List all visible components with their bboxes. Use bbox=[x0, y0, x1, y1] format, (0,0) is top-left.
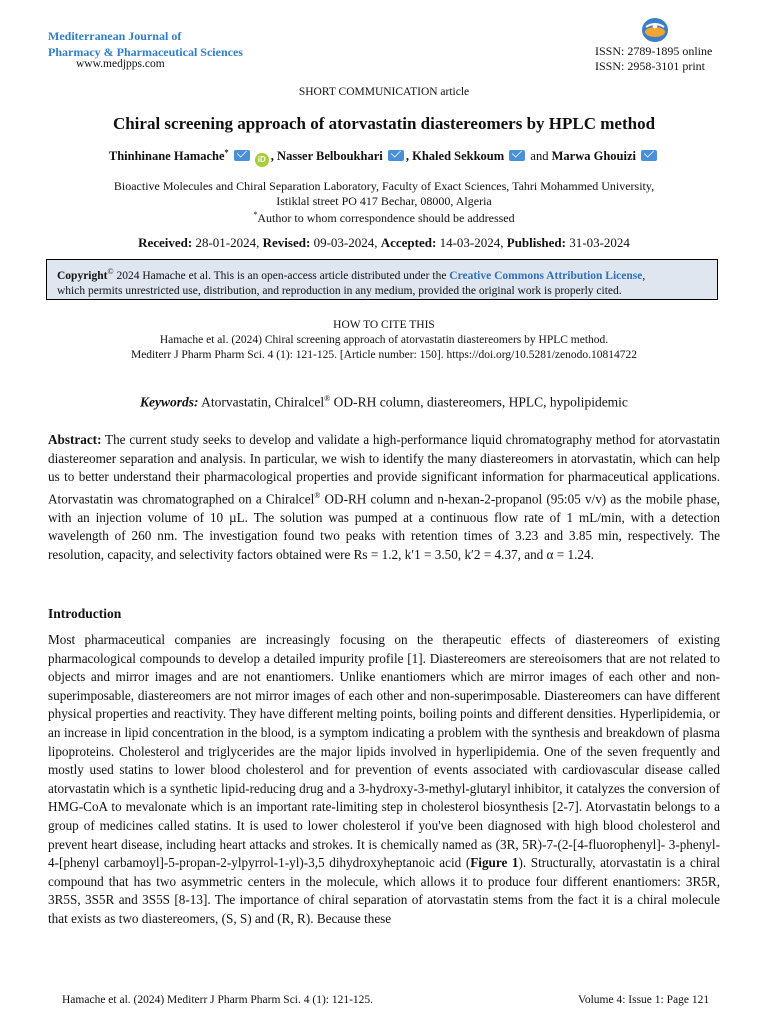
section-heading: Introduction bbox=[48, 606, 122, 621]
abstract: Abstract: The current study seeks to develop and validate a high-performance liquid chromatography method for atorvastatin diastereomer separation and analysis. In particular, we wish to identify the many diastereomers in atorvastatin, which can help us to better understand their pharmacological properties and provide significant information for pharmaceutical applications. Atorvastatin was chromatographed on a Chiralcel® OD-RH column and n-hexan-2-propanol (95:05 v/v) as the mobile phase, with an injection volume of 10 µL. The solution was pumped at a continuous flow rate of 1 mL/min, with a detection wavelength of 260 nm. The investigation found two peaks with retention times of 3.23 and 3.85 min, respectively. The resolution, capacity, and selectivity factors obtained were Rs = 1.2, k′1 = 3.50, k′2 = 4.37, and α = 1.24. bbox=[48, 432, 720, 562]
copyright-box: Copyright© 2024 Hamache et al. This is an open-access article distributed under the Creative Commons Attribution License, which permits unrestricted use, distribution, and reproduction in any medium, provided the original work is properly cited. bbox=[46, 259, 718, 300]
journal-website[interactable]: www.medjpps.com bbox=[76, 58, 165, 70]
email-icon[interactable] bbox=[509, 150, 525, 161]
license-link[interactable]: Creative Commons Attribution License bbox=[449, 269, 643, 282]
affiliation bbox=[0, 179, 768, 226]
introduction-text: Most pharmaceutical companies are increasingly focusing on the therapeutic effects of diastereomers of existing pharmacological compounds to develop a detailed impurity profile [1]. Diastereomers are stereoisomers that are not related to objects and mirror images and are not enantiomers. Unlike enantiomers which are mirror images of each other and non-superimposable, diastereomers are not mirror images of each other and non-superimposable. Diastereomers can have different physical properties and reactivity. They have different melting points, boiling points and different densities. Hyperlipidemia, or an increase in lipid concentration in the blood, is a symptom indicating a problem with the synthesis and breakdown of plasma lipoproteins. Cholesterol and triglycerides are the major lipids involved in hyperlipidemia. One of the seven frequently and mostly used statins to lower blood cholesterol and for prevention of events associated with cardiovascular disease called atorvastatin which is a synthetic lipid-reducing drug and a 3-hydroxy-3-methyl-glutaryl inhibitor, it catalyzes the conversion of HMG-CoA to mevalonate which is an important rate-limiting step in cholesterol biosynthesis [2-7]. Atorvastatin belongs to a group of medicines called statins. It is used to lower cholesterol if you've been diagnosed with high blood cholesterol and prevent heart disease, including heart attacks and strokes. It is chemically named as (3R, 5R)-7-(2-[4-fluorophenyl]- 3-phenyl-4-[phenyl carbamoyl]-5-propan-2-ylpyrrol-1-yl)-3,5 dihydroxyheptanoic acid (Figure 1). Structurally, atorvastatin is a chiral compound that has two asymmetric centers in the molecule, which allows it to produce four different enantiomers: 3R5R, 3R5S, 3S5R and 3S5S [8-13]. The importance of chiral separation of atorvastatin stems from the fact it is a chiral molecule that exists as two diastereomers, (S, S) and (R, R). Because these bbox=[48, 632, 721, 926]
published-label: Published: bbox=[506, 235, 566, 250]
abstract-label: Abstract: bbox=[48, 432, 102, 447]
accepted-date: 14-03-2024, bbox=[436, 235, 507, 250]
citation-heading: HOW TO CITE THIS bbox=[333, 319, 435, 331]
published-date: 31-03-2024 bbox=[566, 235, 630, 250]
accepted-label: Accepted: bbox=[380, 235, 437, 250]
keywords-label: Keywords: bbox=[140, 394, 199, 410]
article-title: Chiral screening approach of atorvastatin diastereomers by HPLC method bbox=[112, 114, 656, 133]
journal-name bbox=[48, 28, 243, 60]
orcid-icon[interactable]: iD bbox=[255, 153, 269, 167]
citation-line: Hamache et al. (2024) Chiral screening approach of atorvastatin diastereomers by HPLC method. bbox=[159, 334, 609, 346]
revised-label: Revised: bbox=[262, 235, 311, 250]
author-list: Thinhinane Hamache* iD , Nasser Belboukhari , Khaled Sekkoum and Marwa Ghouizi bbox=[0, 148, 768, 167]
footer-citation: Hamache et al. (2024) Mediterr J Pharm Pharm Sci. 4 (1): 121-125. bbox=[62, 994, 374, 1006]
author-name: , Nasser Belboukhari bbox=[270, 149, 383, 164]
email-icon[interactable] bbox=[388, 150, 404, 161]
email-icon[interactable] bbox=[641, 150, 657, 161]
copyright-label: Copyright bbox=[57, 269, 108, 282]
article-type: SHORT COMMUNICATION article bbox=[298, 86, 470, 98]
issn-print: ISSN: 2958-3101 print bbox=[595, 59, 706, 73]
issn-online: ISSN: 2789-1895 online bbox=[595, 44, 713, 58]
corresponding-note: *Author to whom correspondence should be addressed bbox=[253, 210, 515, 225]
figure-reference[interactable]: Figure 1 bbox=[470, 855, 519, 871]
copyright-text: 2024 Hamache et al. This is an open-access article distributed under the bbox=[113, 269, 450, 282]
issn-block bbox=[595, 44, 712, 74]
keywords: Keywords: Atorvastatin, Chiralcel® OD-RH column, diastereomers, HPLC, hypolipidemic bbox=[140, 394, 628, 410]
revised-date: 09-03-2024, bbox=[310, 235, 381, 250]
received-label: Received: bbox=[138, 235, 193, 250]
citation-block bbox=[0, 318, 768, 363]
copyright-text: which permits unrestricted use, distribution, and reproduction in any medium, provided the original work is properly cited. bbox=[57, 285, 622, 298]
citation-line[interactable]: Mediterr J Pharm Pharm Sci. 4 (1): 121-125. [Article number: 150]. https://doi.org/10.5281/zenodo.10814722 bbox=[130, 349, 638, 361]
affiliation-line: Istiklal street PO 417 Bechar, 08000, Algeria bbox=[276, 193, 492, 208]
author-separator: and bbox=[527, 149, 552, 164]
author-name: Marwa Ghouizi bbox=[551, 149, 636, 164]
author-name: , Khaled Sekkoum bbox=[405, 149, 505, 164]
received-date: 28-01-2024, bbox=[192, 235, 263, 250]
affiliation-line: Bioactive Molecules and Chiral Separation Laboratory, Faculty of Exact Sciences, Tahri Mohammed University, bbox=[113, 179, 655, 193]
journal-name-line2: Pharmacy & Pharmaceutical Sciences bbox=[48, 45, 243, 59]
journal-logo-icon bbox=[641, 17, 669, 43]
author-name: Thinhinane Hamache bbox=[108, 149, 225, 164]
footer-page: Volume 4: Issue 1: Page 121 bbox=[578, 994, 710, 1006]
email-icon[interactable] bbox=[234, 150, 250, 161]
journal-name-line1: Mediterranean Journal of bbox=[48, 29, 182, 43]
article-dates bbox=[0, 235, 768, 251]
